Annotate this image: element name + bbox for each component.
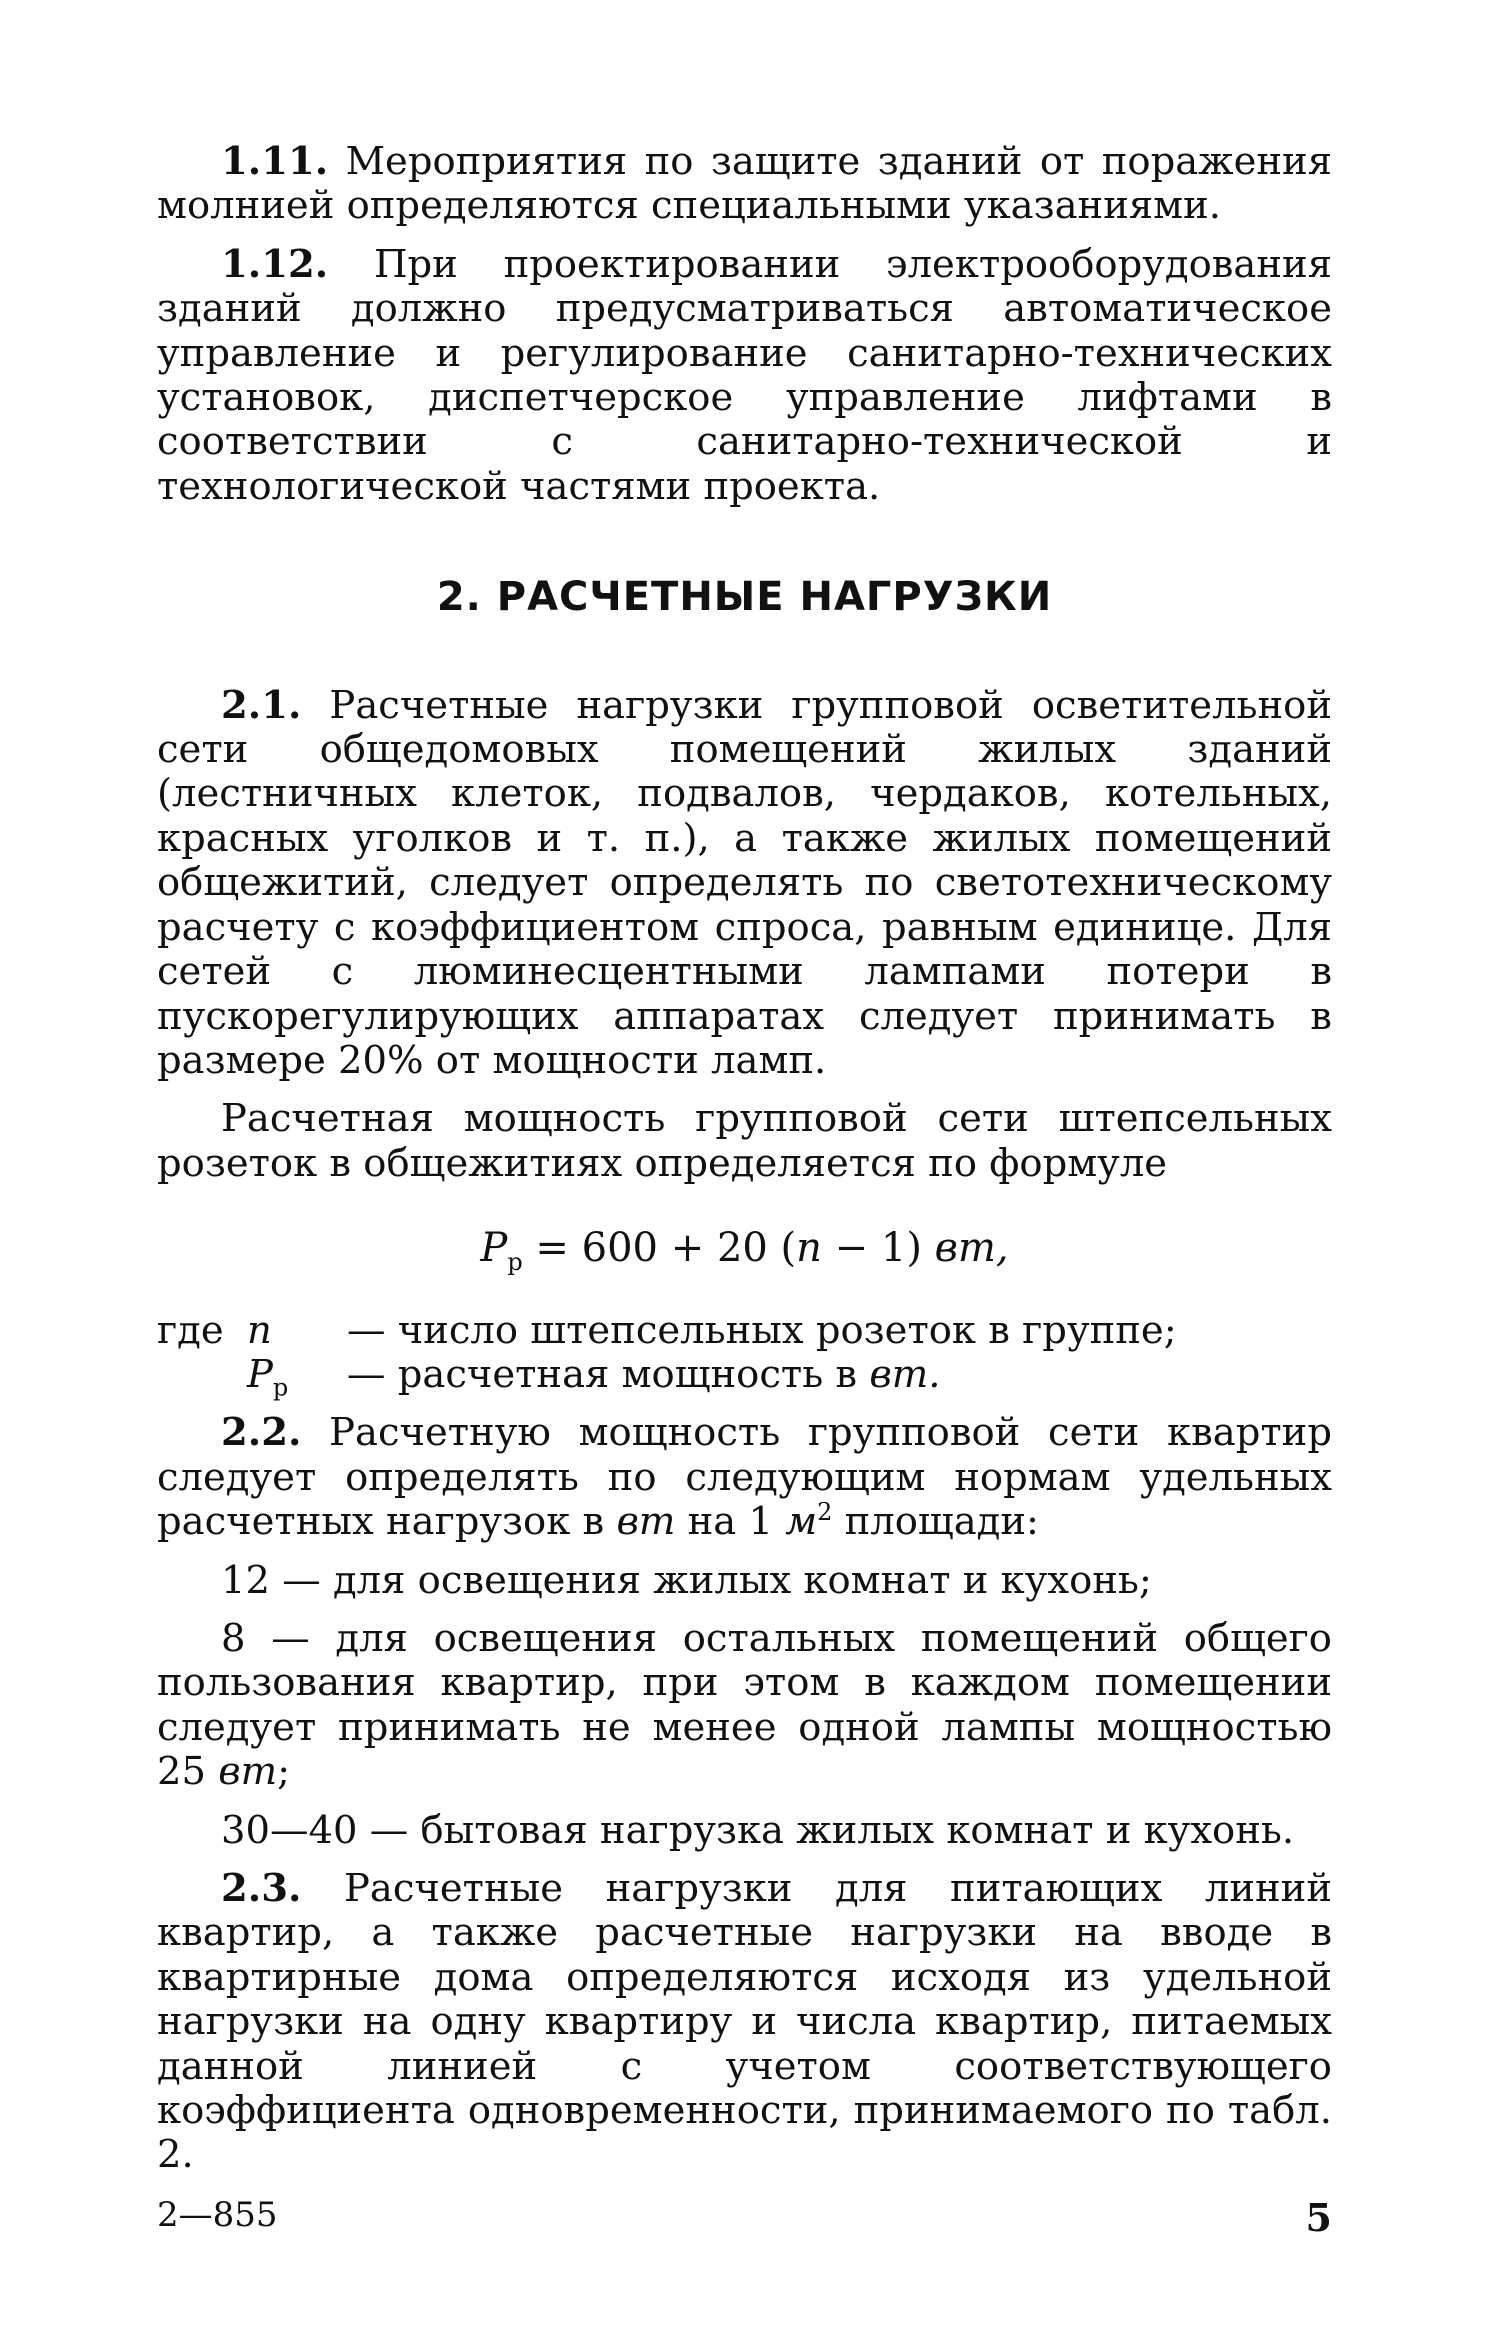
formula-unit: вт, (934, 1225, 1009, 1272)
paragraph-text: Расчетные нагрузки для питающих линий квартир, а также расчетные нагрузки на вводе в квартирные дома определяются исходя из удельной нагрузки на одну квартиру и числа квартир, питаемых данной линией с учетом соответствующего коэффициента одновременности, принимаемого по табл. 2. (157, 1866, 1332, 2178)
paragraph-number: 2.3. (221, 1866, 302, 1911)
paragraph-text: Расчетные нагрузки групповой осветительной сети общедомовых помещений жилых зданий (лестничных клеток, подвалов, чердаков, котельных, красных уголков и т. п.), а также жилых помещений общежитий, следует определять по светотехническому расчету с коэффициентом спроса, равным единице. Для сетей с люминесцентными лампами потери в пускорегулирующих аппаратах следует принимать в размере 20% от мощности ламп. (157, 682, 1332, 1083)
where-definition-2 (157, 1351, 1332, 1402)
norm-item-3: 30—40 — бытовая нагрузка жилых комнат и кухонь. (221, 1807, 1295, 1853)
paragraph-2-1-formula-intro (157, 1097, 1332, 1186)
paragraph-number: 2.1. (221, 682, 302, 728)
formula-subscript: р (507, 1248, 523, 1277)
where-symbol: $P_р$ (247, 1351, 289, 1402)
page-footer (157, 2195, 1332, 2240)
paragraph-number: 1.12. (221, 241, 329, 287)
where-definition-1 (157, 1309, 1332, 1353)
where-label: где (157, 1307, 224, 1353)
where-definition: — расчетная мощность в вт. (347, 1351, 941, 1397)
paragraph-text: Мероприятия по защите зданий от поражения молнией определяются специальными указаниями. (157, 139, 1332, 229)
section-heading: 2. РАСЧЕТНЫЕ НАГРУЗКИ (436, 574, 1053, 621)
where-symbol: n (247, 1307, 272, 1353)
paragraph-1-12 (157, 243, 1332, 509)
paragraph-text: Расчетная мощность групповой сети штепсельных розеток в общежитиях определяется по формуле (157, 1096, 1332, 1186)
paragraph-2-2: 2.2. Расчетную мощность групповой сети квартир следует определять по следующим нормам удельных расчетных нагрузок в вт на 1 $м^2$ площади: (157, 1410, 1332, 1545)
page-body (157, 140, 1332, 2178)
formula (157, 1225, 1332, 1277)
paragraph-2-3 (157, 1867, 1332, 2178)
paragraph-2-1 (157, 684, 1332, 1084)
page-number: 5 (1305, 2195, 1332, 2240)
printer-signature: 2—855 (157, 2195, 278, 2235)
paragraph-number: 2.2. (221, 1410, 302, 1456)
paragraph-1-11 (157, 140, 1332, 229)
paragraph-text: При проектировании электрооборудования зданий должно предусматриваться автоматическое управление и регулирование санитарно-технических установок, диспетчерское управление лифтами в соответствии с санитарно-технической и технологической частями проекта. (157, 241, 1332, 509)
formula-variable: n (796, 1225, 822, 1272)
paragraph-number: 1.11. (221, 139, 329, 184)
norm-item-1: 12 — для освещения жилых комнат и кухонь; (221, 1557, 1152, 1603)
formula-rhs-start: = 600 + 20 ( (535, 1225, 797, 1272)
formula-rhs-end: − 1) (821, 1225, 935, 1272)
where-definition: — число штепсельных розеток в группе; (347, 1307, 1177, 1353)
norm-item-2: 8 — для освещения остальных помещений общего пользования квартир, при этом в каждом помещении следует принимать не менее одной лампы мощностью 25 вт; (157, 1615, 1332, 1795)
formula-symbol: P (480, 1225, 508, 1272)
